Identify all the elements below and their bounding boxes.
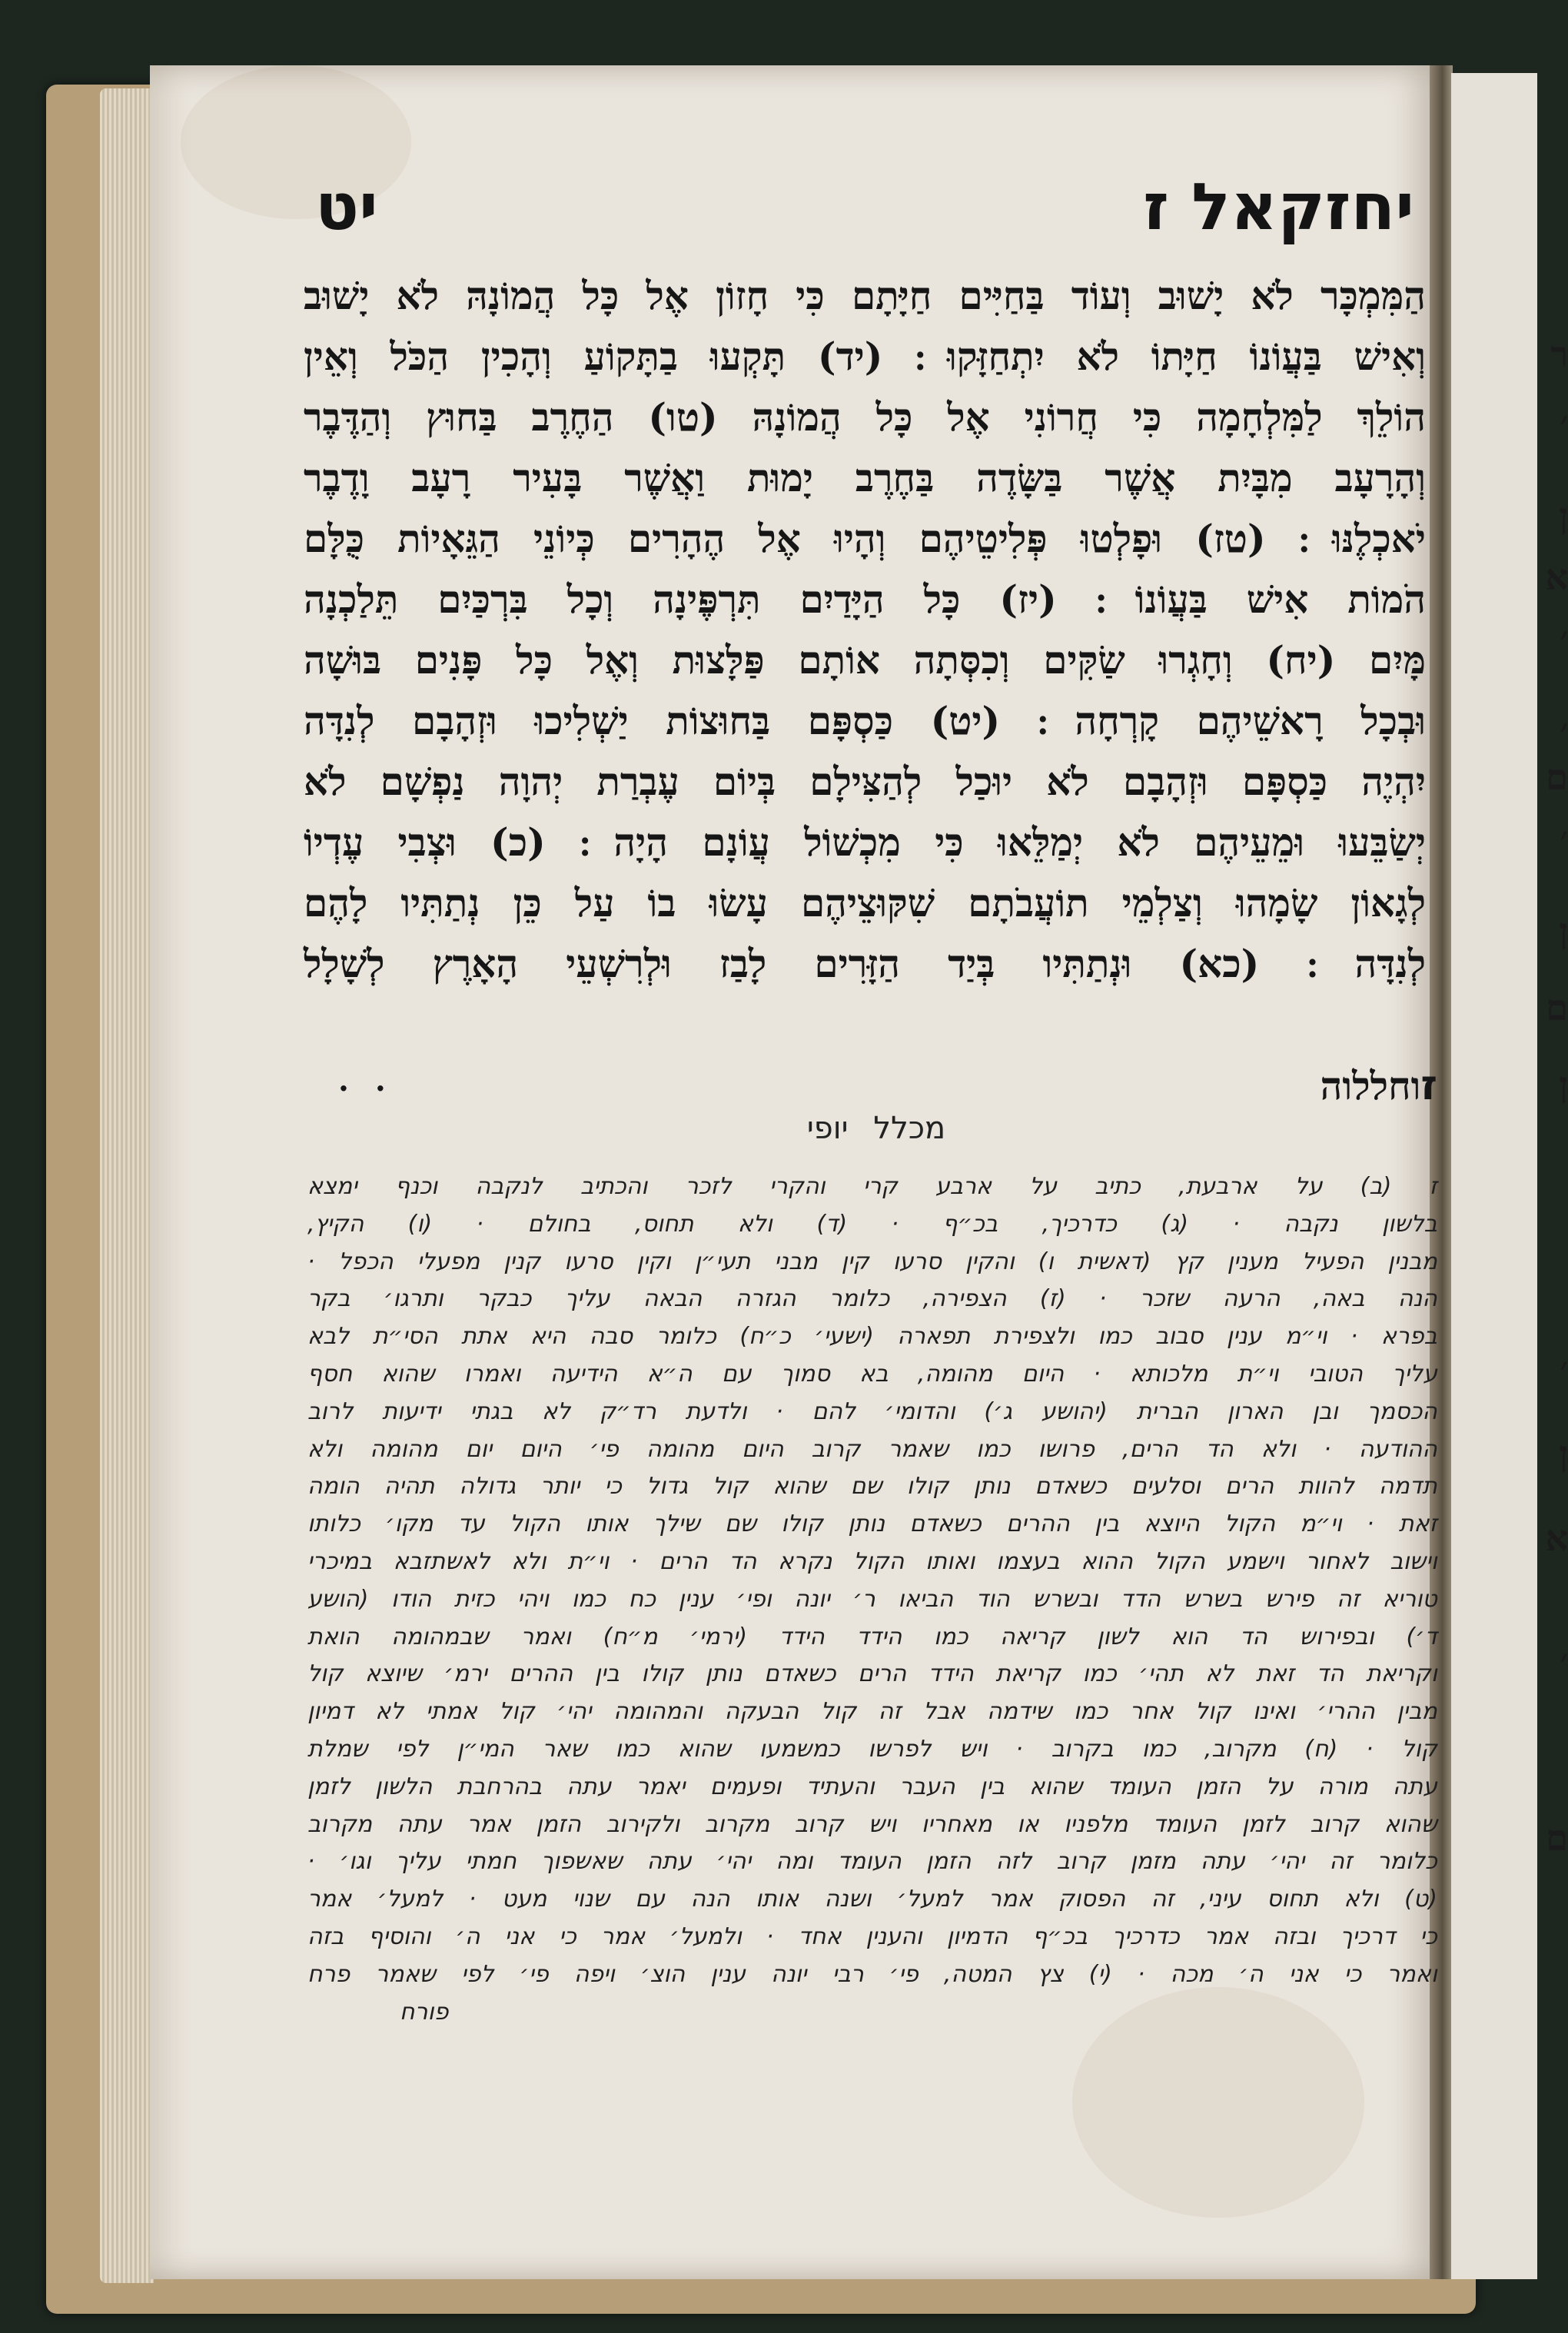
- signature-mark: ז: [1420, 1061, 1437, 1109]
- facing-page-glyph: ׳: [1560, 618, 1568, 660]
- scripture-text: [304, 265, 1426, 994]
- scripture-line: הוֹלֵךְ לַמִּלְחָמָה כִּי חֲרוֹנִי אֶל כָּל הֲמוֹנָהּ (טו) הַחֶרֶב בַּחוּץ וְהַדֶּבֶר: [304, 394, 1426, 440]
- scripture-line: וּבְכָל רָאשֵׁיהֶם קָרְחָה ׃ (יט) כַּסְפָּם בַּחוּצוֹת יַשְׁלִיכוּ וּזְהָבָם לְנִדָּה: [304, 698, 1426, 743]
- scripture-line: וְאִישׁ בַּעֲוֹנוֹ חַיָּתוֹ לֹא יִתְחַזָּקוּ ׃ (יד) תָּקְעוּ בַתָּקוֹעַ וְהָכִין הַכֹּל וְאֵין: [304, 334, 1426, 379]
- scripture-line: הֹמוֹת אִישׁ בַּעֲוֹנוֹ ׃ (יז) כָּל הַיָּדַיִם תִּרְפֶּינָה וְכָל בִּרְכַּיִם תֵּלַכְנָה: [304, 577, 1426, 622]
- commentary-line: מבין ההרי׳ ואינו קול אחר כמו שידמה אבל זה קול הבעקה והמהומה יהי׳ קול אמתי לא דמיון: [307, 1698, 1437, 1726]
- facing-page-glyph: ׳: [1560, 403, 1568, 444]
- page-edges: [100, 88, 154, 2283]
- commentary-title: מכלל יופי: [806, 1111, 946, 1146]
- running-head: [315, 169, 1414, 244]
- commentary-line: קול · (ח) מקרוב, כמו בקרוב · ויש לפרשו כמשמעו שהוא כמו שאר המי״ן לפי שמלת: [307, 1735, 1437, 1763]
- catchword-line: [315, 1061, 1437, 1109]
- commentary-line: הכסמך ובן הארון הברית (יהושע ג׳) והדומי׳ להם · ולדעת רד״ק לא בגתי ידיעות לרוב: [307, 1397, 1437, 1425]
- facing-page-glyph: ן: [1559, 495, 1568, 537]
- commentary-line: עתה מורה על הזמן העומד שהוא בין העבר והעתיד ופעמים יאמר עתה בהרחבת הלשון לזמן: [307, 1773, 1437, 1800]
- facing-page-glyph: ׳: [1560, 710, 1568, 752]
- facing-page-glyph: ׳: [1560, 1640, 1568, 1682]
- commentary-line: ד׳) ובפירוש הד הוא לשון קריאה כמו הידד הידד (ירמי׳ מ״ח) ואמר שבמהומה הואת: [307, 1623, 1437, 1650]
- facing-page-glyph: ן: [1559, 910, 1568, 952]
- folio-number: יט: [315, 169, 378, 244]
- commentary-line: כי דרכיך ובזה אמר כדרכיך בכ״ף הדמיון והענין אחד · ולמעל׳ אמר כי אני ה׳ והוסיף בזה: [307, 1923, 1437, 1950]
- commentary-line: שהוא קרוב לזמן העומד מלפניו או מאחריו ויש קרוב מקרוב ולקירוב הזמן אמר עתה מקרוב: [307, 1810, 1437, 1838]
- commentary-line: זאת · וי״מ הקול היוצא בין ההרים כשאדם נותן קולו שם שילך אותו הקול עד מקו׳ כלותו: [307, 1510, 1437, 1538]
- commentary-line: עליך הטובי וי״ת מלכותא · היום מהומה, בא סמוך עם ה״א הידיעה ואמרו שהוא חסף: [307, 1360, 1437, 1388]
- facing-page-glyph: ר: [1550, 334, 1568, 375]
- scripture-line: הַמִּמְכָּר לֹא יָשׁוּב וְעוֹד בַּחַיִּים חַיָּתָם כִּי חָזוֹן אֶל כָּל הֲמוֹנָהּ לֹא יָשׁוּב: [304, 273, 1426, 318]
- commentary-line: כלומר זה יהי׳ עתה מזמן קרוב לזה הזמן העומד ומה יהי׳ עתה שאשפוך חמתי עליך וגו׳ ·: [307, 1848, 1437, 1876]
- facing-page-glyph: ן: [1559, 1433, 1568, 1474]
- signature-dots: · ·: [338, 1071, 394, 1107]
- book-title: יחזקאל ז: [1143, 169, 1414, 244]
- facing-page-glyph: ם: [1546, 987, 1568, 1029]
- commentary-line: מבנין הפעיל מענין קץ (דאשית ו) והקין סרעו קין מבני תעי״ן וקין סרעו קנין מפעלי הכפל ·: [307, 1248, 1437, 1275]
- commentary-line: בלשון נקבה · (ג) כדרכיך, בכ״ף · (ד) ולא תחוס, בחולם · (ו) הקיץ,: [307, 1210, 1437, 1238]
- commentary-line: (ט) ולא תחוס עיני, זה הפסוק אמר למעל׳ ושנה אותו הנה עם שנוי מעט · למעל׳ אמר: [307, 1886, 1437, 1913]
- commentary-catchword: פורח: [400, 1998, 449, 2026]
- facing-page-glyph: א: [1545, 557, 1568, 598]
- scripture-line: לְנִדָּה ׃ (כא) וּנְתַתִּיו בְּיַד הַזָּרִים לָבַז וּלְרִשְׁעֵי הָאָרֶץ לְשָׁלָל: [304, 941, 1426, 986]
- commentary-text: [307, 1168, 1437, 2031]
- commentary-line: וישוב לאחור וישמע הקול ההוא בעצמו ואותו הקול נקרא הד הרים · וי״ת ולא לאשתזבא במיכרי: [307, 1547, 1437, 1575]
- catchword: וחללוה: [1320, 1063, 1421, 1108]
- scripture-line: יֹאכְלֶנּוּ ׃ (טז) וּפָלְטוּ פְּלִיטֵיהֶם וְהָיוּ אֶל הֶהָרִים כְּיוֹנֵי הַגֵּאָיוֹת כֻּלָּם: [304, 516, 1426, 561]
- facing-page-glyph: ׳: [1560, 1348, 1568, 1390]
- scripture-line: יְשַׂבֵּעוּ וּמֵעֵיהֶם לֹא יְמַלֵּאוּ כִּי מִכְשׁוֹל עֲוֹנָם הָיָה ׃ (כ) וּצְבִי עֶדְיוֹ: [304, 819, 1426, 865]
- commentary-line: וקריאת הד זאת לא תהי׳ כמו קריאת הידד הרים כשאדם נותן קולו בין ההרים ירמ׳ שיוצא קול: [307, 1660, 1437, 1688]
- commentary-line: הנה באה, הרעה שזכר · (ז) הצפירה, כלומר הגזרה הבאה עליך כבקר ותרגו׳ בקר: [307, 1285, 1437, 1313]
- commentary-line: ואמר כי אני ה׳ מכה · (י) צץ המטה, פי׳ רבי יונה ענין הוצ׳ ויפה פי׳ לפי שאמר פרח: [307, 1960, 1437, 1988]
- scripture-line: מָּיִם (יח) וְחָגְרוּ שַׂקִּים וְכִסְּתָה אוֹתָם פַּלָּצוּת וְאֶל כָּל פָּנִים בּוּשָׁה: [304, 637, 1426, 683]
- facing-page-glyph: ם: [1546, 1817, 1568, 1859]
- commentary-line: תדמה להוות הרים וסלעים כשאדם נותן קולו שם שהוא קול גדול כי יותר גדולה תהיה הומה: [307, 1473, 1437, 1500]
- scripture-line: יִהְיֶה כַּסְפָּם וּזְהָבָם לֹא יוּכַל לְהַצִּילָם בְּיוֹם עֶבְרַת יְהוָה נַפְשָׁם לֹא: [304, 759, 1426, 804]
- commentary-line: ז (ב) על ארבעת, כתיב על ארבע קרי והקרי לזכר והכתיב לנקבה וכנף ימצא: [307, 1173, 1437, 1200]
- commentary-line: בפרא · וי״מ ענין סבוב כמו ולצפירת תפארה (ישעי׳ כ״ח) כלומר סבה היא אתת הסי״ת לבא: [307, 1323, 1437, 1351]
- facing-page-glyph: ׳: [1560, 818, 1568, 859]
- facing-page-glyph: ם: [1546, 756, 1568, 798]
- facing-page-glyph: ן: [1559, 1064, 1568, 1105]
- commentary-line: ההודעה · ולא הד הרים, פרושו כמו שאמר קרוב היום מהומה פי׳ היום יום מהומה ולא: [307, 1435, 1437, 1463]
- scripture-line: לְגָאוֹן שָׂמָהוּ וְצַלְמֵי תוֹעֲבֹתָם שִׁקּוּצֵיהֶם עָשׂוּ בוֹ עַל כֵּן נְתַתִּיו לָהֶם: [304, 880, 1426, 926]
- facing-page-glyph: א: [1545, 1517, 1568, 1559]
- scripture-line: וְהָרָעָב מִבָּיִת אֲשֶׁר בַּשָּׂדֶה בַּחֶרֶב יָמוּת וַאֲשֶׁר בָּעִיר רָעָב וָדֶבֶר: [304, 455, 1426, 500]
- facing-page-fragment: [1451, 73, 1568, 2279]
- commentary-line: טוריא זה פירש בשרש הדד ובשרש הוד הביאו ר׳ יונה ופי׳ ענין כח כמו ויהי כזית הודו (הושע: [307, 1585, 1437, 1613]
